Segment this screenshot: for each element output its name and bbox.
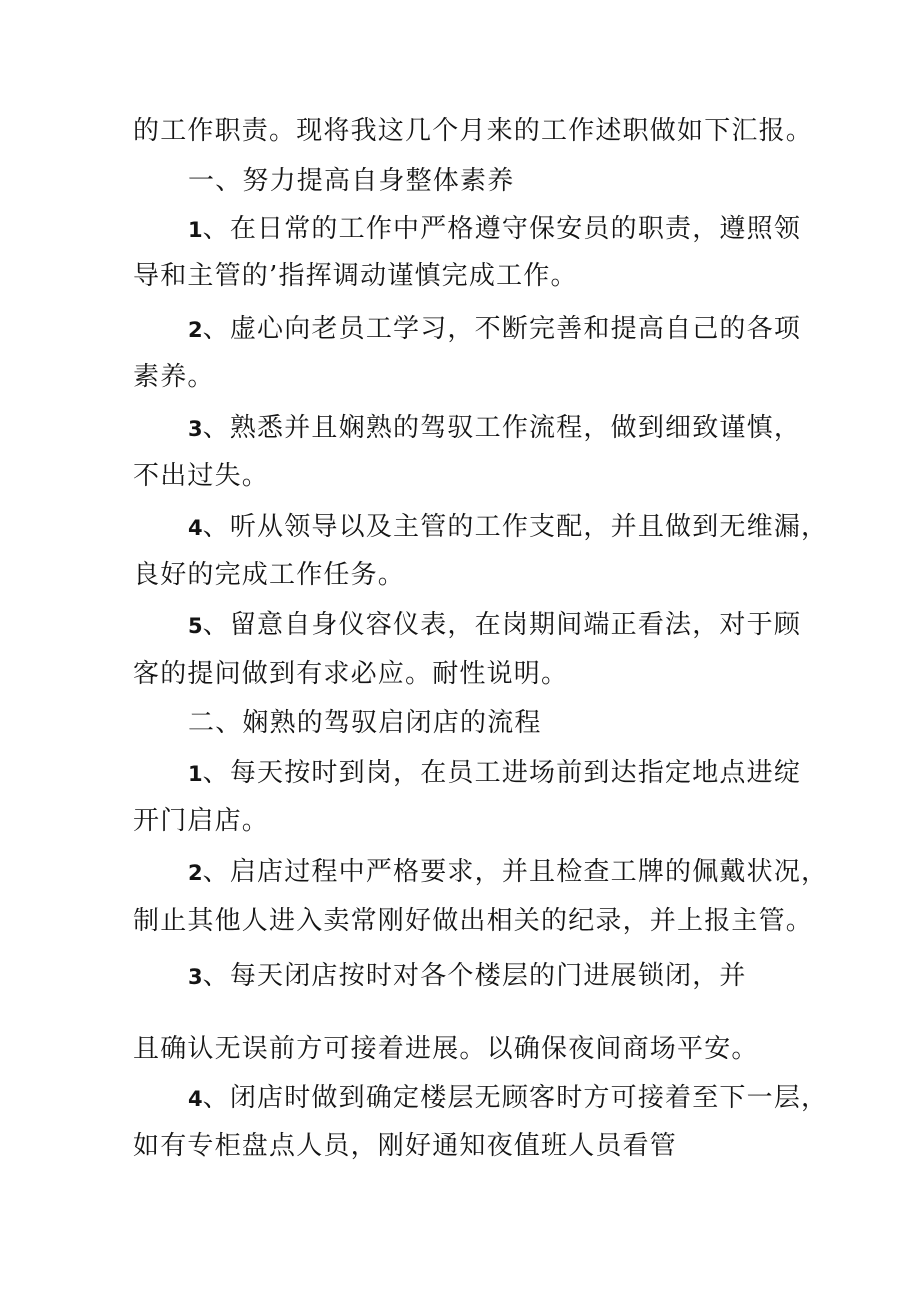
item-text: 、听从领导以及主管的工作支配，并且做到无维漏， (202, 512, 829, 542)
item-number: 2 (188, 861, 203, 885)
item-text: 、每天按时到岗，在员工进场前到达指定地点进绽 (202, 758, 802, 788)
item-number: 5 (188, 614, 203, 638)
list-item-first-line (188, 512, 828, 543)
item-text: 、留意自身仪容仪表，在岗期间端正看法，对于顾 (202, 610, 802, 640)
list-item-cont-line: 如有专柜盘点人员，刚好通知夜值班人员看管 (133, 1131, 678, 1161)
item-text: 、在日常的工作中严格遵守保安员的职责，遵照领 (202, 214, 802, 244)
list-item-cont-line: 素养。 (133, 362, 215, 392)
list-item-first-line (188, 758, 801, 789)
list-item-cont-line: 良好的完成工作任务。 (133, 560, 406, 590)
list-item-cont-line: 不出过失。 (133, 461, 270, 491)
list-item-cont-line: 制止其他人进入卖常刚好做出相关的纪录，并上报主管。 (133, 906, 814, 936)
list-item-cont-line: 导和主管的’指挥调动谨慎完成工作。 (133, 261, 578, 291)
list-item-first-line (188, 610, 801, 641)
item-number: 4 (188, 1087, 203, 1111)
item-number: 1 (188, 218, 203, 242)
item-text: 、熟悉并且娴熟的驾驭工作流程，做到细致谨慎， (202, 413, 802, 443)
item-number: 1 (188, 762, 203, 786)
list-item-first-line (188, 314, 801, 345)
list-item-first-line (188, 413, 801, 444)
list-item-first-line (188, 214, 801, 245)
list-item-cont-line: 客的提问做到有求必应。耐性说明。 (133, 659, 569, 689)
item-number: 3 (188, 965, 203, 989)
item-text: 、闭店时做到确定楼层无顾客时方可接着至下一层， (202, 1083, 829, 1113)
intro-line: 的工作职责。现将我这几个月来的工作述职做如下汇报。 (133, 116, 814, 146)
section-heading-2: 二、娴熟的驾驭启闭店的流程 (188, 708, 542, 738)
list-item-first-line (188, 1083, 828, 1114)
item-text: 、启店过程中严格要求，并且检查工牌的佩戴状况， (202, 857, 829, 887)
item-number: 4 (188, 516, 203, 540)
list-item-cont-line: 开门启店。 (133, 806, 270, 836)
item-text: 、虚心向老员工学习，不断完善和提高自己的各项 (202, 314, 802, 344)
list-item-cont-line: 且确认无误前方可接着进展。以确保夜间商场平安。 (133, 1034, 759, 1064)
section-heading-1: 一、努力提高自身整体素养 (188, 166, 515, 196)
item-number: 3 (188, 417, 203, 441)
list-item-first-line (188, 961, 747, 992)
item-number: 2 (188, 318, 203, 342)
item-text: 、每天闭店按时对各个楼层的门进展锁闭，并 (202, 961, 747, 991)
list-item-first-line (188, 857, 828, 888)
